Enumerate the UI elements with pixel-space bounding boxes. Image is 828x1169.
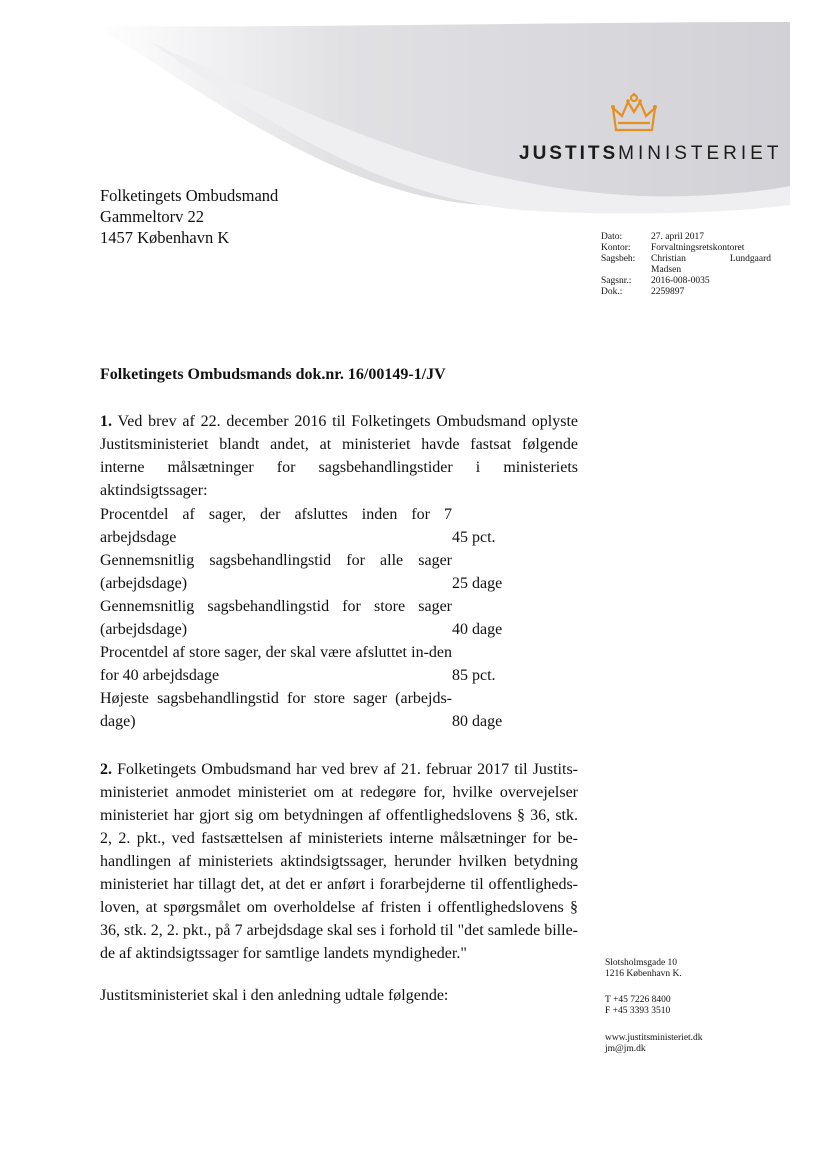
document-title: Folketingets Ombudsmands dok.nr. 16/00149-1/JV [100, 366, 446, 383]
table-row [100, 687, 510, 733]
table-row-value: 45 pct. [452, 529, 496, 546]
table-row [100, 595, 510, 641]
ministry-email-link[interactable]: jm@jm.dk [605, 1044, 646, 1054]
date-value: 27. april 2017 [651, 232, 705, 242]
table-row [100, 503, 510, 549]
table-row [100, 549, 510, 595]
caseworker-last: Lundgaard [729, 254, 771, 264]
paragraph-3: Justitsministeriet skal i den anledning udtale følgende: [100, 987, 449, 1004]
table-row-label: Procentdel af sager, der afsluttes inden for 7 arbejdsdage [100, 506, 452, 546]
paragraph-2-number: 2. [100, 761, 112, 778]
recipient-address [100, 185, 278, 248]
date-label: Dato: [601, 232, 623, 242]
paragraph-2 [100, 758, 578, 965]
table-row-value: 85 pct. [452, 667, 496, 684]
paragraph-1-text: Ved brev af 22. december 2016 til Folketingets Ombudsmand oplyste Justitsministeriet blandt andet, at ministeriet havde fastsat følgende interne målsætninger for sagsbehandlingstider i ministeriets aktindsigtssager: [100, 413, 578, 499]
paragraph-1 [100, 410, 578, 502]
table-row-label: Procentdel af store sager, der skal være afsluttet in-den for 40 arbejdsdage [100, 644, 452, 684]
crown-icon [610, 92, 658, 136]
case-number-value: 2016-008-0035 [651, 276, 710, 286]
ministry-web-block [605, 1033, 703, 1055]
table-row-value: 80 dage [452, 713, 503, 730]
document-label: Dok.: [601, 287, 623, 297]
logo-light-text: MINISTERIET [618, 143, 783, 164]
table-row-label: Gennemsnitlig sagsbehandlingstid for store sager (arbejdsdage) [100, 598, 452, 638]
caseworker-label: Sagsbeh: [601, 254, 636, 264]
ministry-fax: F +45 3393 3510 [605, 1006, 671, 1016]
recipient-name: Folketingets Ombudsmand [100, 186, 279, 205]
table-row-value: 40 dage [452, 621, 503, 638]
ministry-phone: T +45 7226 8400 [605, 995, 671, 1005]
table-row [100, 641, 510, 687]
case-number-label: Sagsnr.: [601, 276, 632, 286]
office-value: Forvaltningsretskontoret [651, 243, 745, 253]
letter-metadata [601, 232, 771, 298]
document-value: 2259897 [651, 287, 685, 297]
table-row-label: Gennemsnitlig sagsbehandlingstid for alle sager (arbejdsdage) [100, 552, 452, 592]
caseworker-first: Christian [651, 254, 686, 264]
ministry-address [605, 958, 682, 980]
paragraph-1-number: 1. [100, 413, 112, 430]
ministry-logo-wordmark [519, 143, 782, 165]
ministry-website-link[interactable]: www.justitsministeriet.dk [605, 1033, 703, 1043]
paragraph-2-text: Folketingets Ombudsmand har ved brev af 21. februar 2017 til Justits-ministeriet anmodet ministeriet om at redegøre for, hvilke overvejelser ministeriet har gjort sig om betydningen af offentlighedslovens § 36, stk. 2, 2. pkt., ved fastsættelsen af ministeriets interne målsætninger for be-handlingen af ministeriets aktindsigtssager, herunder hvilken betydning ministeriet har tillagt det, at det er anført i forarbejderne til offentligheds-loven, at spørgsmålet om overholdelse af fristen i offentlighedslovens § 36, stk. 2, 2. pkt., på 7 arbejdsdage skal ses i forhold til "det samlede bille-de af aktindsigtssager for samtlige landets myndigheder." [100, 761, 578, 962]
recipient-street: Gammeltorv 22 [100, 207, 205, 226]
ministry-street: Slotsholmsgade 10 [605, 958, 678, 968]
logo-bold-text: JUSTITS [519, 143, 619, 164]
ministry-phone-block [605, 995, 671, 1017]
office-label: Kontor: [601, 243, 631, 253]
recipient-city: 1457 København K [100, 228, 230, 247]
caseworker-extra: Madsen [651, 265, 682, 275]
table-row-label: Højeste sagsbehandlingstid for store sager (arbejds-dage) [100, 690, 452, 730]
table-row-value: 25 dage [452, 575, 503, 592]
ministry-city: 1216 København K. [605, 969, 682, 979]
targets-table [100, 503, 510, 733]
